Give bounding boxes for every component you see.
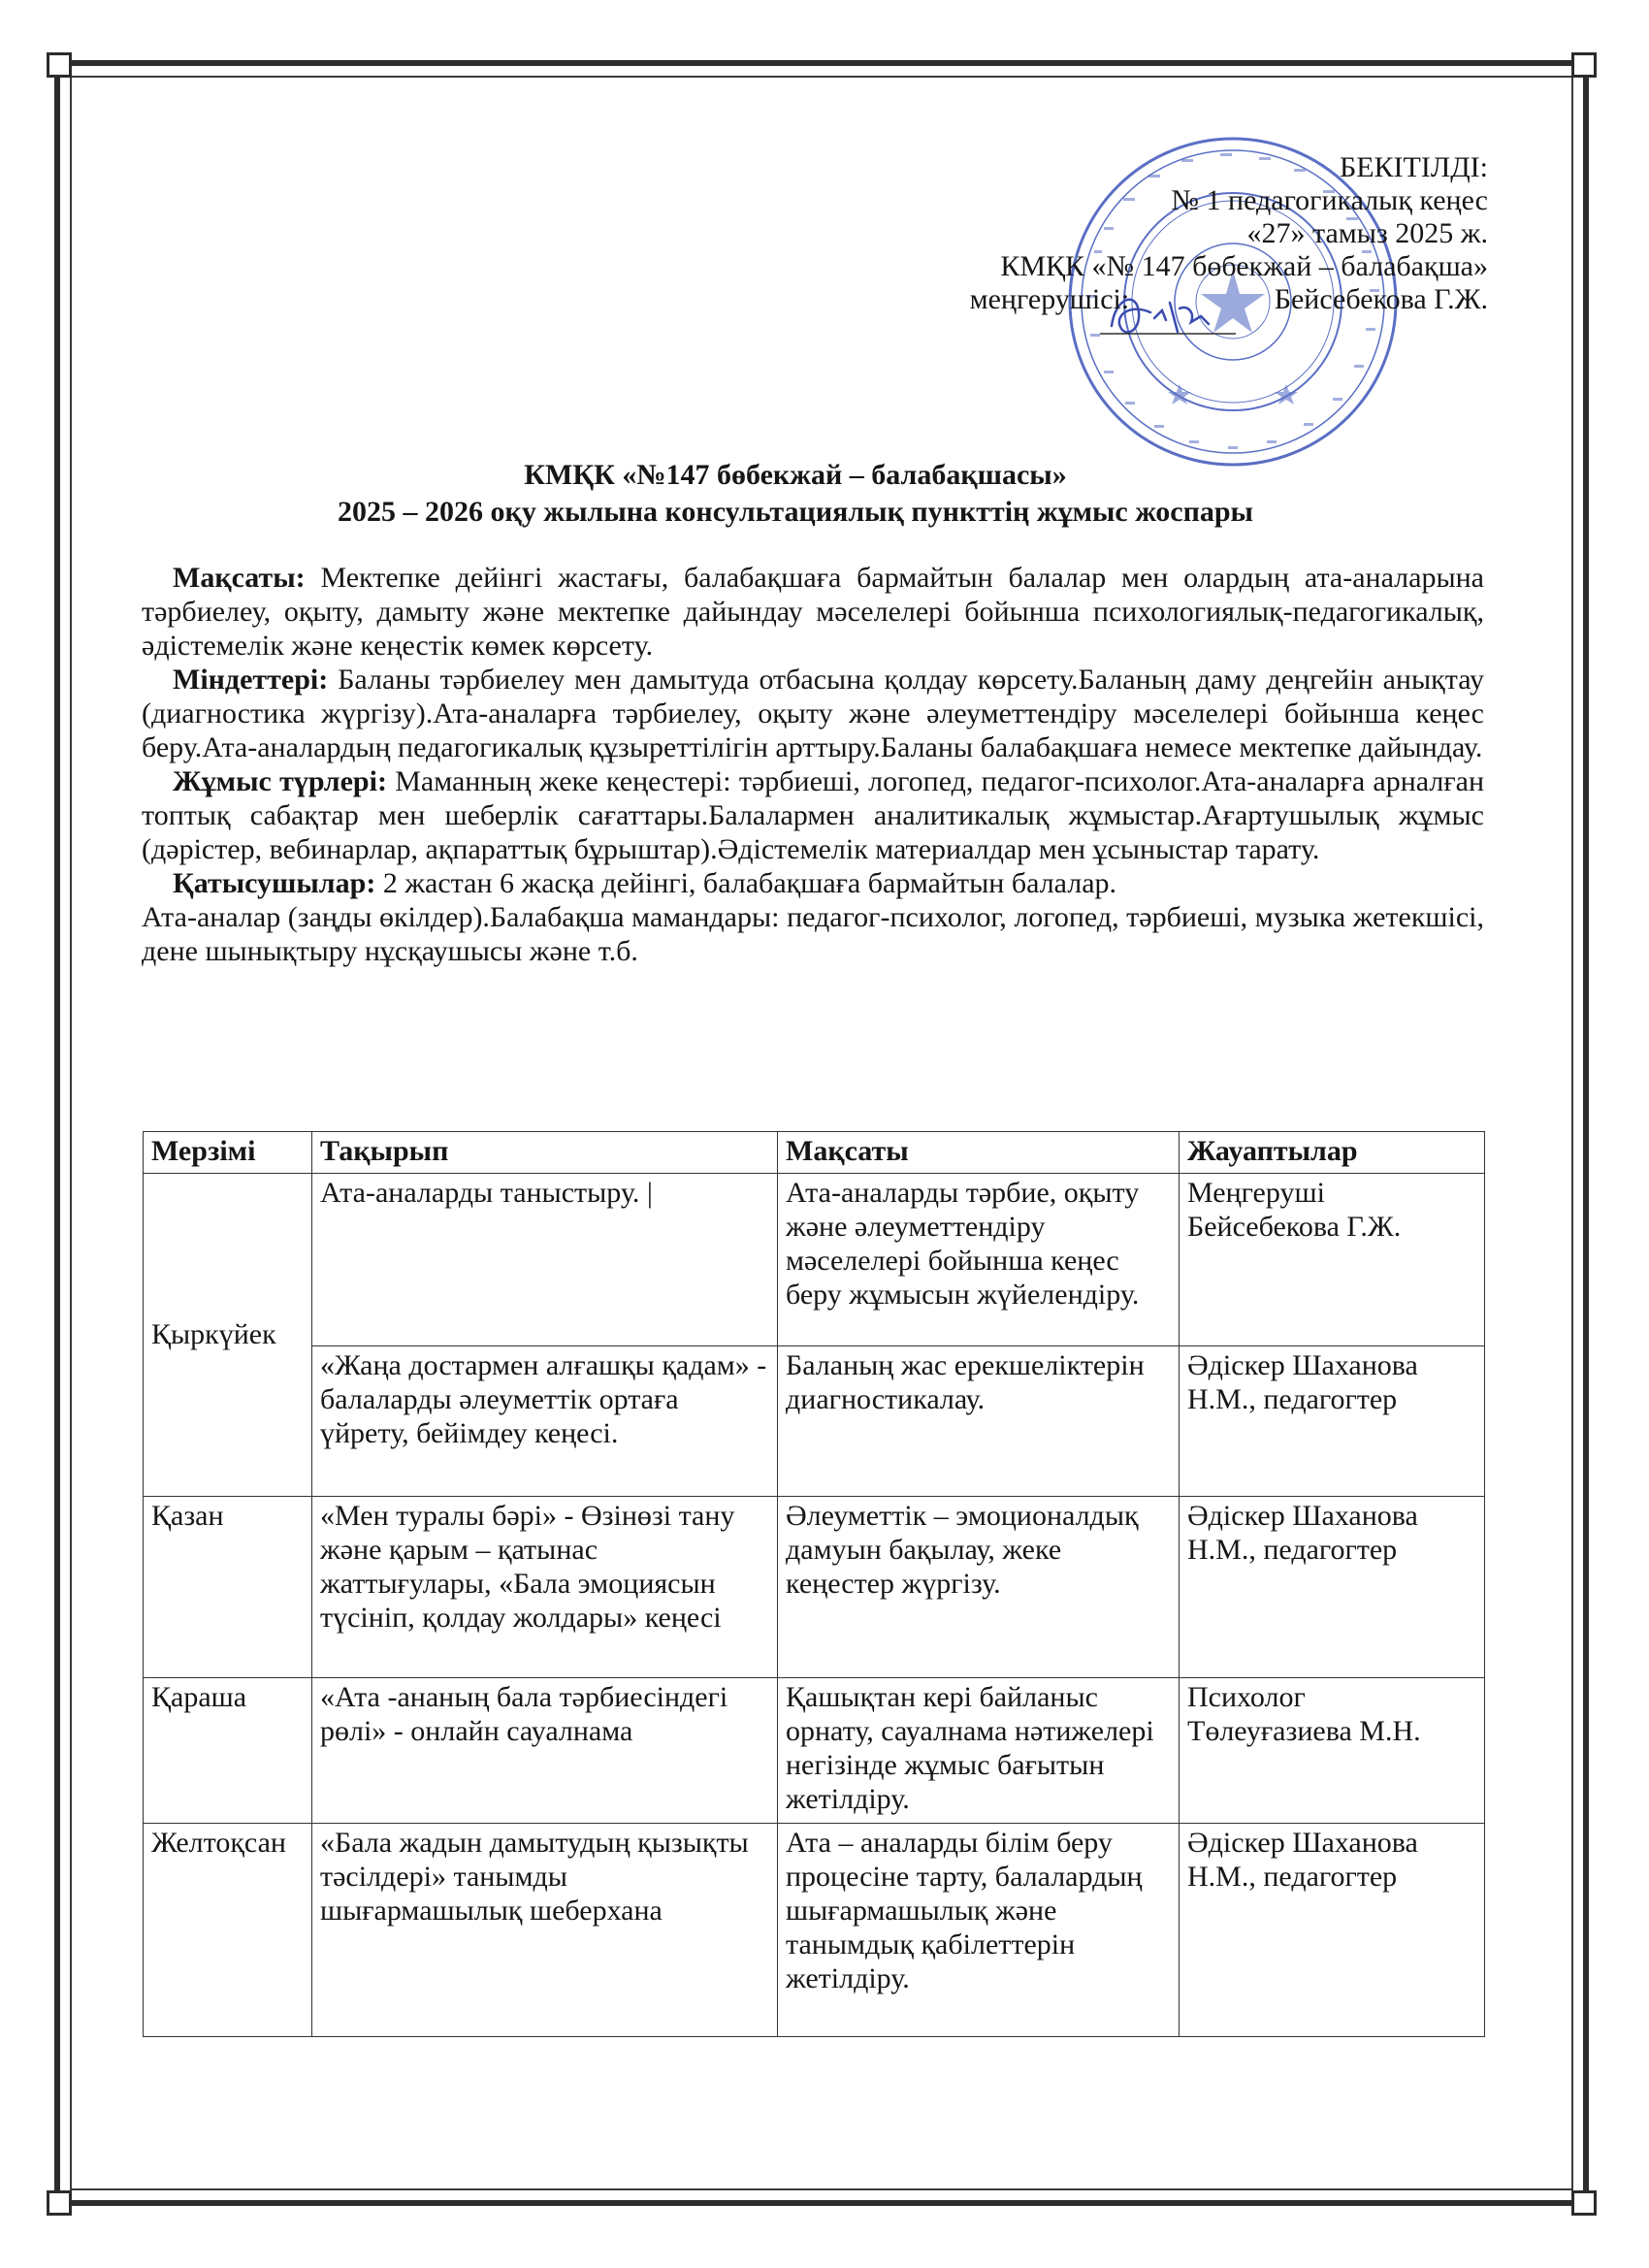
tasks-label: Міндеттері: xyxy=(173,664,329,696)
participants-paragraph xyxy=(142,866,1484,900)
table-row xyxy=(144,1174,1485,1346)
document-body xyxy=(142,561,1484,968)
header-goal: Мақсаты xyxy=(778,1132,1180,1174)
cell-responsible: Әдіскер Шаханова Н.М., педагогтер xyxy=(1180,1824,1485,2037)
participants-label: Қатысушылар: xyxy=(173,867,376,899)
approval-date: «27» тамыз 2025 ж. xyxy=(1246,217,1488,249)
work-types-paragraph xyxy=(142,764,1484,866)
approval-council: № 1 педагогикалық кеңес xyxy=(1171,184,1488,216)
cell-month: Қазан xyxy=(144,1497,312,1678)
goal-paragraph xyxy=(142,561,1484,663)
cell-topic: Ата-аналарды таныстыру. | xyxy=(312,1174,778,1346)
table-row xyxy=(144,1346,1485,1497)
goal-text: Мектепке дейінгі жастағы, балабақшаға бармайтын балалар мен олардың ата-аналарына тәрбиелеу, оқыту, дамыту және мектепке дайындау мәселелері бойынша психологиялық-педагогикалық, әдістемелік және кеңестік көмек көрсету. xyxy=(142,562,1484,662)
work-types-label: Жұмыс түрлері: xyxy=(173,765,387,797)
cell-topic: «Жаңа достармен алғашқы қадам» - балаларды әлеуметтік ортаға үйрету, бейімдеу кеңесі. xyxy=(312,1346,778,1497)
table-row xyxy=(144,1678,1485,1824)
table-header-row xyxy=(144,1132,1485,1174)
border-corner xyxy=(47,2190,72,2216)
border-corner xyxy=(1571,52,1597,78)
header-period: Мерзімі xyxy=(144,1132,312,1174)
approval-head-name: Бейсебекова Г.Ж. xyxy=(1274,283,1488,315)
cell-goal: Ата – аналарды білім беру процесіне тарту, балалардың шығармашылық және танымдық қабілеттерін жетілдіру. xyxy=(778,1824,1180,2037)
participants-continuation: Ата-аналар (заңды өкілдер).Балабақша мамандары: педагог-психолог, логопед, тәрбиеші, музыка жетекшісі, дене шынықтыру нұсқаушысы және т.б. xyxy=(142,901,1484,967)
border-corner xyxy=(1571,2190,1597,2216)
cell-responsible: Психолог Төлеуғазиева М.Н. xyxy=(1180,1678,1485,1824)
cell-responsible: Әдіскер Шаханова Н.М., педагогтер xyxy=(1180,1346,1485,1497)
cell-month: Желтоқсан xyxy=(144,1824,312,2037)
document-subtitle: 2025 – 2026 оқу жылына консультациялық пункттің жұмыс жоспары xyxy=(338,496,1253,528)
cell-topic: «Ата -ананың бала тәрбиесіндегі рөлі» - онлайн сауалнама xyxy=(312,1678,778,1824)
approval-block xyxy=(970,151,1488,316)
participants-text: 2 жастан 6 жасқа дейінгі, балабақшаға бармайтын балалар. xyxy=(375,867,1117,899)
cell-responsible: Әдіскер Шаханова Н.М., педагогтер xyxy=(1180,1497,1485,1678)
cell-topic: «Мен туралы бәрі» - Өзінөзі тану және қарым – қатынас жаттығулары, «Бала эмоциясын түсініп, қолдау жолдары» кеңесі xyxy=(312,1497,778,1678)
cell-month: Қыркүйек xyxy=(144,1174,312,1497)
cell-goal: Қашықтан кері байланыс орнату, сауалнама нәтижелері негізінде жұмыс бағытын жетілдіру. xyxy=(778,1678,1180,1824)
cell-goal: Баланың жас ерекшеліктерін диагностикалау. xyxy=(778,1346,1180,1497)
cell-goal: Әлеуметтік – эмоционалдық дамуын бақылау, жеке кеңестер жүргізу. xyxy=(778,1497,1180,1678)
approval-heading: БЕКІТІЛДІ: xyxy=(1339,151,1488,183)
tasks-paragraph xyxy=(142,663,1484,764)
cell-topic: «Бала жадын дамытудың қызықты тәсілдері» танымды шығармашылық шеберхана xyxy=(312,1824,778,2037)
tasks-text: Баланы тәрбиелеу мен дамытуда отбасына қолдау көрсету.Баланың даму деңгейін анықтау (диагностика жүргізу).Ата-аналарға тәрбиелеу, оқыту және әлеуметтендіру мәселелері бойынша кеңес беру.Ата-аналардың педагогикалық құзыреттілігін арттыру.Баланы балабақшаға немесе мектепке дайындау. xyxy=(142,664,1484,763)
goal-label: Мақсаты: xyxy=(173,562,306,594)
work-types-text: Маманның жеке кеңестері: тәрбиеші, логопед, педагог-психолог.Ата-аналарға арналған топтық сабақтар мен шеберлік сағаттары.Балалармен аналитикалық жұмыстар.Ағартушылық жұмыс (дәрістер, вебинарлар, ақпараттық бұрыштар).Әдістемелік материалдар мен ұсыныстар тарату. xyxy=(142,765,1485,865)
approval-head-line xyxy=(970,283,1488,316)
work-plan-table xyxy=(143,1131,1485,2037)
header-topic: Тақырып xyxy=(312,1132,778,1174)
header-responsible: Жауаптылар xyxy=(1180,1132,1485,1174)
approval-head-prefix: меңгерушісі: xyxy=(969,283,1137,315)
border-corner xyxy=(47,52,72,78)
cell-goal: Ата-аналарды тәрбие, оқыту және әлеуметтендіру мәселелері бойынша кеңес беру жұмысын жүйелендіру. xyxy=(778,1174,1180,1346)
table-row xyxy=(144,1497,1485,1678)
cell-responsible: Меңгеруші Бейсебекова Г.Ж. xyxy=(1180,1174,1485,1346)
cell-month: Қараша xyxy=(144,1678,312,1824)
approval-org: КМҚК «№ 147 бөбекжай – балабақша» xyxy=(1000,250,1488,282)
table-row xyxy=(144,1824,1485,2037)
document-title: КМҚК «№147 бөбекжай – балабақшасы» xyxy=(524,459,1067,491)
